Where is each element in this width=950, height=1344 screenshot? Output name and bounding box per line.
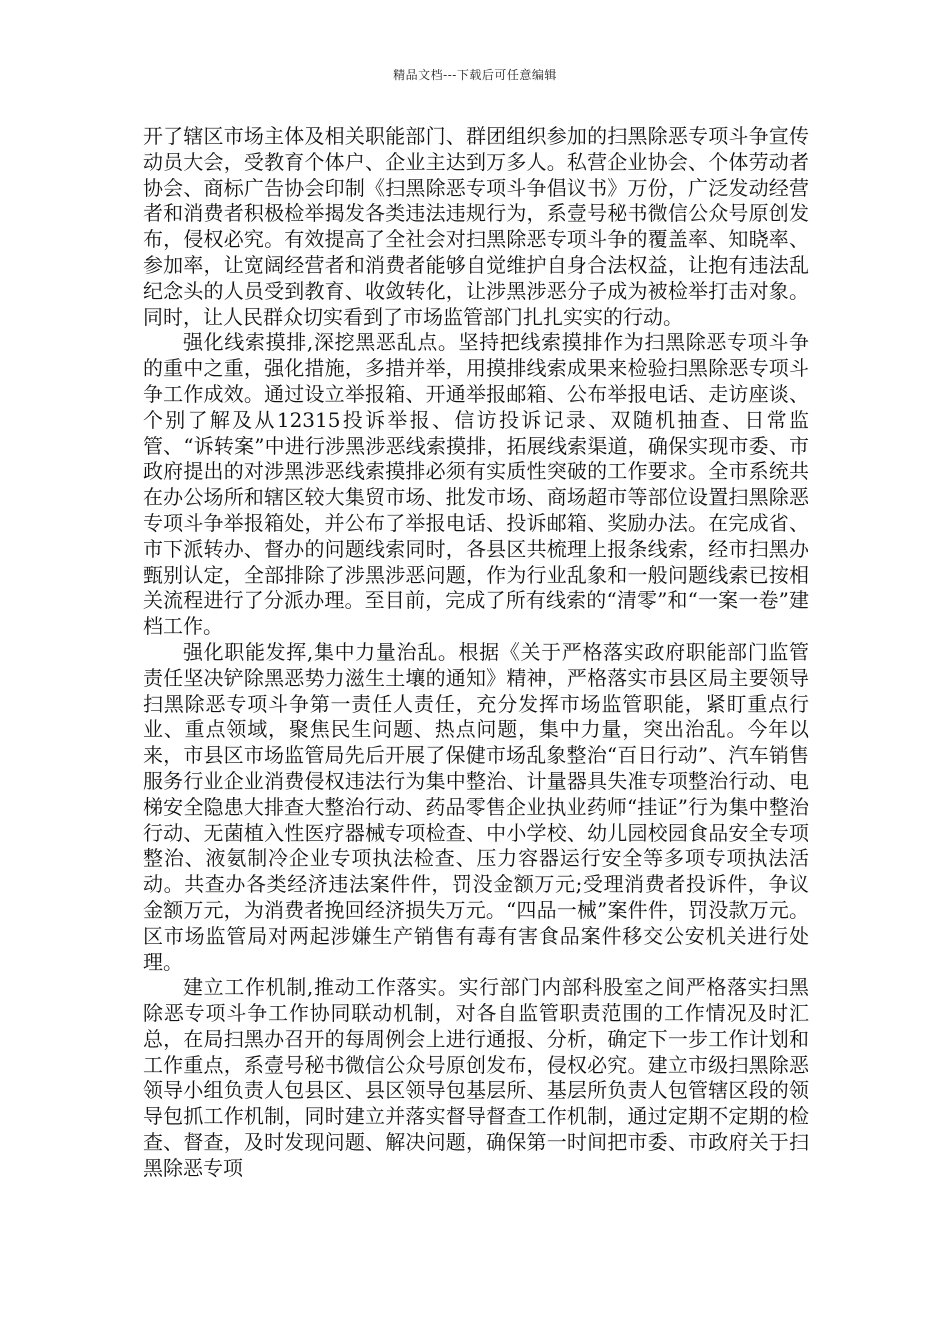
paragraph-work-mechanism: 建立工作机制,推动工作落实。实行部门内部科股室之间严格落实扫黑除恶专项斗争工作协同联动机制，对各自监管职责范围的工作情况及时汇总，在局扫黑办召开的每周例会上进行通报、分析，确定下一步工作计划和工作重点，系壹号秘书微信公众号原创发布，侵权必究。建立市级扫黑除恶领导小组负责人包县区、县区领导包基层所、基层所负责人包管辖区段的领导包抓工作机制，同时建立并落实督导督查工作机制，通过定期不定期的检查、督查，及时发现问题、解决问题，确保第一时间把市委、市政府关于扫黑除恶专项	[143, 975, 809, 1180]
page-header: 精品文档---下载后可任意编辑	[393, 68, 557, 82]
document-body	[143, 124, 809, 1182]
paragraph-continuation: 开了辖区市场主体及相关职能部门、群团组织参加的扫黑除恶专项斗争宣传动员大会，受教育个体户、企业主达到万多人。私营企业协会、个体劳动者协会、商标广告协会印制《扫黑除恶专项斗争倡议书》万份，广泛发动经营者和消费者积极检举揭发各类违法违规行为，系壹号秘书微信公众号原创发布，侵权必究。有效提高了全社会对扫黑除恶专项斗争的覆盖率、知晓率、参加率，让宽阔经营者和消费者能够自觉维护自身合法权益，让抱有违法乱纪念头的人员受到教育、收敛转化，让涉黑涉恶分子成为被检举打击对象。同时，让人民群众切实看到了市场监管部门扎扎实实的行动。	[143, 124, 809, 329]
paragraph-function-enforcement: 强化职能发挥,集中力量治乱。根据《关于严格落实政府职能部门监管责任坚决铲除黑恶势力滋生土壤的通知》精神，严格落实市县区局主要领导扫黑除恶专项斗争第一责任人责任，充分发挥市场监管职能，紧盯重点行业、重点领域，聚焦民生问题、热点问题，集中力量，突出治乱。今年以来，市县区市场监管局先后开展了保健市场乱象整治“百日行动”、汽车销售服务行业企业消费侵权违法行为集中整治、计量器具失准专项整治行动、电梯安全隐患大排查大整治行动、药品零售企业执业药师“挂证”行为集中整治行动、无菌植入性医疗器械专项检查、中小学校、幼儿园校园食品安全专项整治、液氨制冷企业专项执法检查、压力容器运行安全等多项专项执法活动。共查办各类经济违法案件件，罚没金额万元;受理消费者投诉件，争议金额万元，为消费者挽回经济损失万元。“四品一械”案件件，罚没款万元。区市场监管局对两起涉嫌生产销售有毒有害食品案件移交公安机关进行处理。	[143, 639, 809, 974]
paragraph-clue-investigation: 强化线索摸排,深挖黑恶乱点。坚持把线索摸排作为扫黑除恶专项斗争的重中之重，强化措施，多措并举，用摸排线索成果来检验扫黑除恶专项斗争工作成效。通过设立举报箱、开通举报邮箱、公布举报电话、走访座谈、个别了解及从12315投诉举报、信访投诉记录、双随机抽查、日常监管、“诉转案”中进行涉黑涉恶线索摸排，拓展线索渠道，确保实现市委、市政府提出的对涉黑涉恶线索摸排必须有实质性突破的工作要求。全市系统共在办公场所和辖区较大集贸市场、批发市场、商场超市等部位设置扫黑除恶专项斗争举报箱处，并公布了举报电话、投诉邮箱、奖励办法。在完成省、市下派转办、督办的问题线索同时，各县区共梳理上报条线索，经市扫黑办甄别认定，全部排除了涉黑涉恶问题，作为行业乱象和一般问题线索已按相关流程进行了分派办理。至目前，完成了所有线索的“清零”和“一案一卷”建档工作。	[143, 330, 809, 639]
